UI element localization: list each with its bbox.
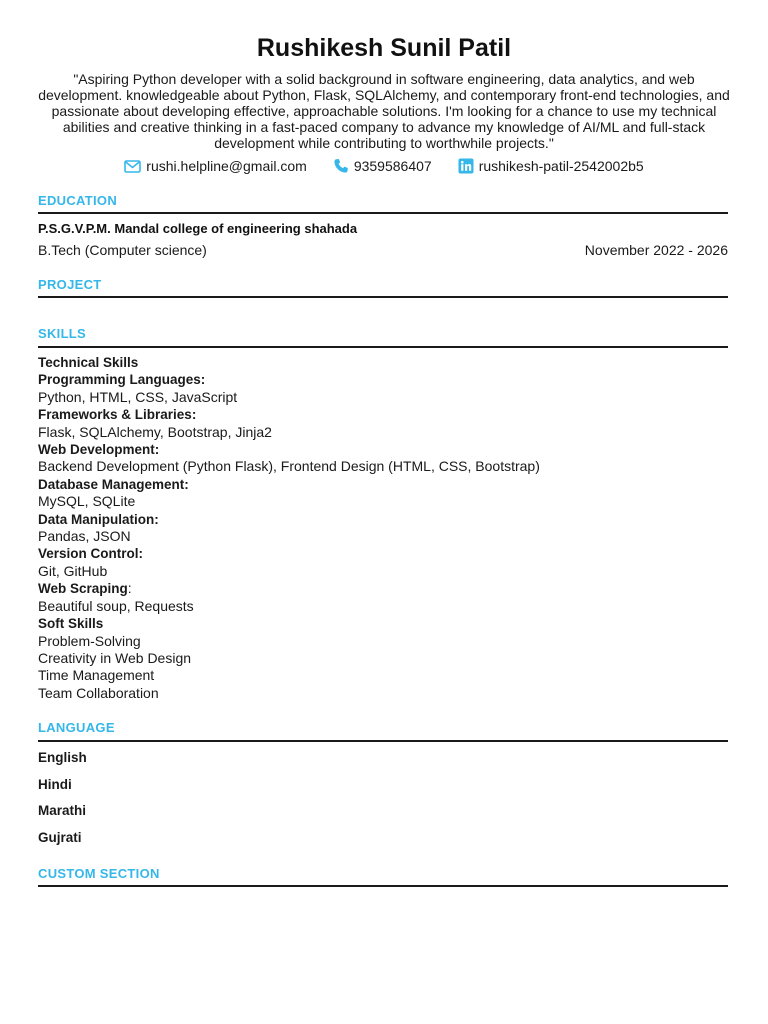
skill-group-suffix: : [127,580,132,597]
profile-summary: "Aspiring Python developer with a solid background in software engineering, data analytics, and web development. knowledgeable about Python, Flask, SQLAlchemy, and contemporary front-end technologies, and passionate about developing effective, approachable solutions. I'm looking for a chance to use my technical abilities and creative thinking in a fast-paced company to advance my knowledge of AI/ML and full-stack development while contributing to worthwhile projects." [38,71,730,151]
email-text: rushi.helpline@gmail.com [146,158,307,174]
soft-skill-item: Creativity in Web Design [38,649,192,666]
project-heading: PROJECT [38,277,102,292]
linkedin-text: rushikesh-patil-2542002b5 [478,158,644,174]
phone-text: 9359586407 [353,158,432,174]
contact-linkedin[interactable] [458,158,644,174]
custom-section-heading: CUSTOM SECTION [38,866,160,881]
skills-divider [38,346,728,348]
project-divider [38,296,728,298]
custom-section-divider [38,885,728,887]
skill-group-label: Database Management: [38,476,189,492]
education-school: P.S.G.V.P.M. Mandal college of engineering shahada [38,221,358,236]
skills-heading: SKILLS [38,326,87,341]
skill-group-value: Backend Development (Python Flask), Frontend Design (HTML, CSS, Bootstrap) [38,458,540,475]
contact-row [0,158,768,174]
technical-skills-heading: Technical Skills [38,355,139,370]
skill-group-label: Web Development: [38,442,160,458]
candidate-name: Rushikesh Sunil Patil [256,34,512,62]
soft-skill-item: Time Management [38,667,155,684]
soft-skills-heading: Soft Skills [38,616,104,632]
language-item: English [38,750,87,765]
skill-group-value: Pandas, JSON [38,528,131,545]
education-heading: EDUCATION [38,193,118,208]
education-divider [38,212,728,214]
language-divider [38,740,728,742]
language-item: Gujrati [38,830,82,846]
skill-group-label: Web Scraping [38,581,128,597]
language-heading: LANGUAGE [38,720,115,735]
soft-skill-item: Team Collaboration [38,684,159,701]
contact-phone[interactable] [333,158,432,174]
skill-group-label-row [38,580,540,597]
mail-icon [124,160,141,173]
skill-group-value: Git, GitHub [38,562,108,579]
skill-group-value: MySQL, SQLite [38,493,136,510]
skill-group-value: Flask, SQLAlchemy, Bootstrap, Jinja2 [38,423,272,440]
language-item: Hindi [38,776,72,792]
phone-icon [333,158,349,174]
skill-group-value: Python, HTML, CSS, JavaScript [38,388,238,405]
language-item: Marathi [38,803,87,819]
linkedin-icon [458,158,474,174]
education-degree: B.Tech (Computer science) [38,242,207,258]
language-list [38,750,87,857]
education-dates: November 2022 - 2026 [584,242,728,258]
skill-group-value: Beautiful soup, Requests [38,597,194,614]
soft-skill-item: Problem-Solving [38,632,141,649]
skill-group-label: Version Control: [38,546,144,562]
skill-group-label: Frameworks & Libraries: [38,407,197,423]
skill-group-label: Data Manipulation: [38,511,159,527]
contact-email[interactable] [124,158,307,174]
skills-list [38,354,540,702]
skill-group-label: Programming Languages: [38,372,206,388]
